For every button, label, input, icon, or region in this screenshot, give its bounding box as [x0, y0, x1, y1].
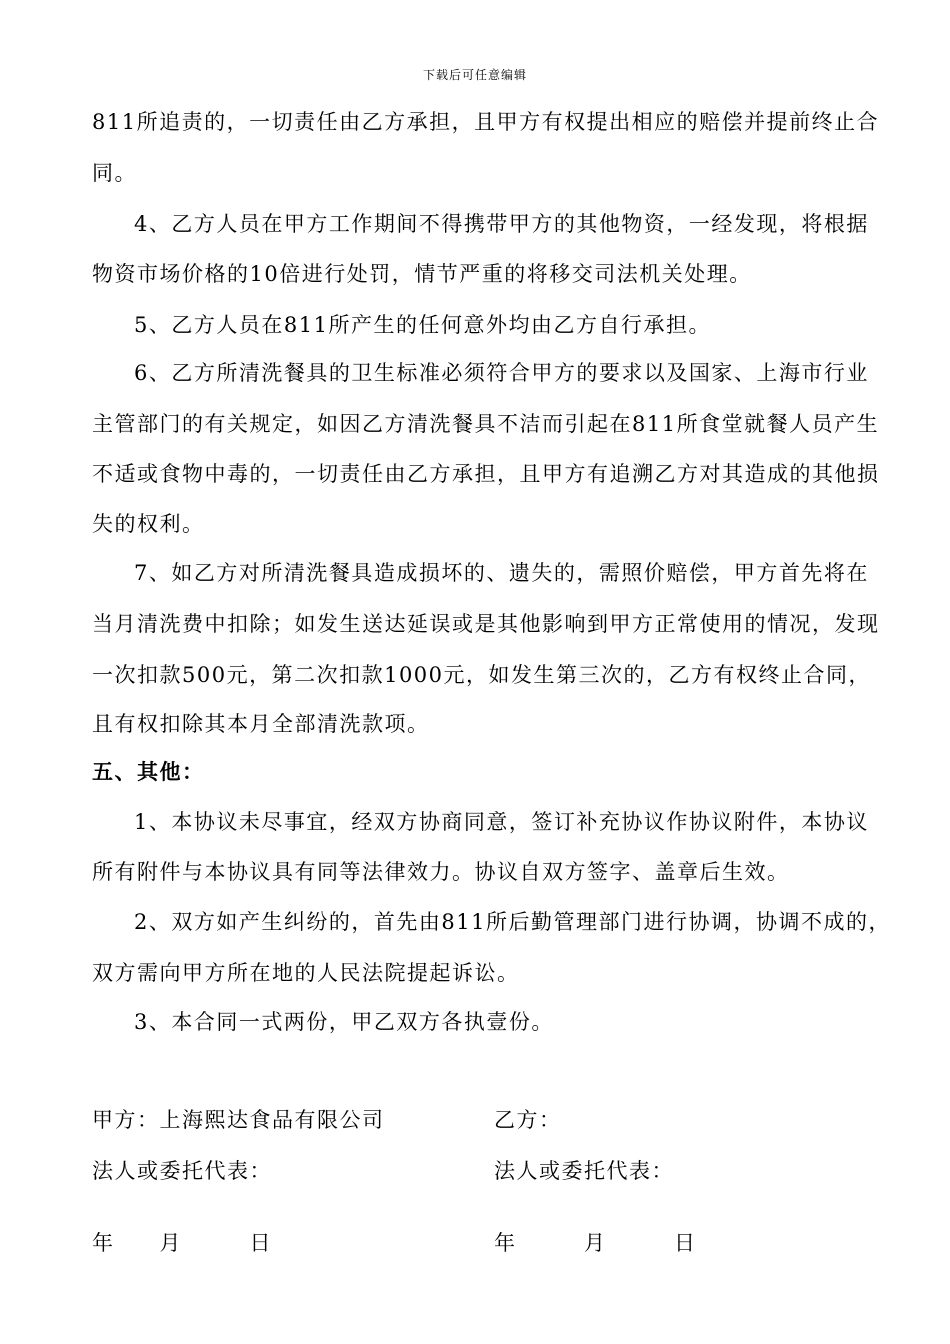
- text-line-7: 主管部门的有关规定，如因乙方清洗餐具不洁而引起在811所食堂就餐人员产生: [92, 412, 880, 436]
- text-line-17: 2、双方如产生纠纷的，首先由811所后勤管理部门进行协调，协调不成的，: [134, 910, 891, 934]
- header-note: 下载后可任意编辑: [422, 68, 527, 82]
- text-line-3: 4、乙方人员在甲方工作期间不得携带甲方的其他物资，一经发现，将根据: [134, 212, 869, 236]
- text-line-12: 一次扣款500元，第二次扣款1000元，如发生第三次的，乙方有权终止合同，: [92, 663, 872, 687]
- text-line-13: 且有权扣除其本月全部清洗款项。: [92, 712, 430, 736]
- text-line-19: 3、本合同一式两份，甲乙双方各执壹份。: [134, 1010, 554, 1034]
- party-b-representative: 法人或委托代表：: [494, 1159, 674, 1183]
- text-line-10: 7、如乙方对所清洗餐具造成损坏的、遗失的，需照价赔偿，甲方首先将在: [134, 561, 869, 585]
- text-line-2: 同。: [92, 161, 137, 185]
- party-a-date: 年 月 日: [92, 1231, 272, 1255]
- text-line-9: 失的权利。: [92, 512, 205, 536]
- party-b-date: 年 月 日: [494, 1231, 697, 1255]
- text-line-18: 双方需向甲方所在地的人民法院提起诉讼。: [92, 961, 520, 985]
- text-line-16: 所有附件与本协议具有同等法律效力。协议自双方签字、盖章后生效。: [92, 860, 790, 884]
- section-heading: 五、其他：: [92, 759, 205, 784]
- party-a-representative: 法人或委托代表：: [92, 1159, 272, 1183]
- text-line-5: 5、乙方人员在811所产生的任何意外均由乙方自行承担。: [134, 313, 711, 337]
- party-b-label: 乙方：: [494, 1108, 562, 1132]
- text-line-15: 1、本协议未尽事宜，经双方协商同意，签订补充协议作协议附件，本协议: [134, 810, 869, 834]
- text-line-4: 物资市场价格的10倍进行处罚，情节严重的将移交司法机关处理。: [92, 262, 752, 286]
- text-line-8: 不适或食物中毒的，一切责任由乙方承担，且甲方有追溯乙方对其造成的其他损: [92, 462, 880, 486]
- text-line-11: 当月清洗费中扣除；如发生送达延误或是其他影响到甲方正常使用的情况，发现: [92, 612, 880, 636]
- party-a-label: 甲方：上海熙达食品有限公司: [92, 1108, 385, 1132]
- text-line-1: 811所追责的，一切责任由乙方承担，且甲方有权提出相应的赔偿并提前终止合: [92, 110, 880, 134]
- text-line-6: 6、乙方所清洗餐具的卫生标准必须符合甲方的要求以及国家、上海市行业: [134, 361, 869, 385]
